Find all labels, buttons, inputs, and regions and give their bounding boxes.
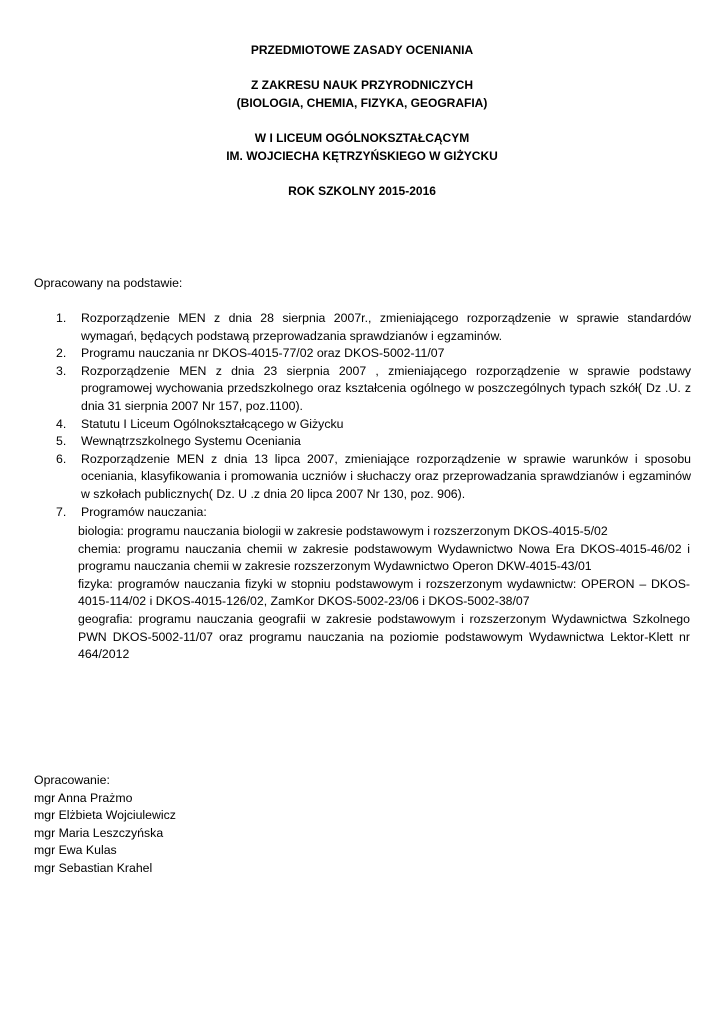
list-item-number: 7. bbox=[56, 504, 67, 519]
program-biologia: biologia: programu nauczania biologii w zakresie podstawowym i rozszerzonym DKOS-4015-5/02 bbox=[78, 524, 608, 538]
list-item-number: 5. bbox=[56, 434, 67, 449]
basis-label: Opracowany na podstawie: bbox=[34, 276, 183, 290]
list-item-text: Programów nauczania: bbox=[81, 504, 207, 519]
list-item-text: Wewnątrzszkolnego Systemu Oceniania bbox=[81, 434, 301, 449]
list-item bbox=[34, 310, 691, 345]
list-item-number: 4. bbox=[56, 416, 67, 431]
program-geografia: geografia: programu nauczania geografii w zakresie podstawowym i rozszerzonym Wydawnictwa Szkolnego PWN DKOS-5002-11/07 oraz programu nauczania na poziomie podstawowym Wydawnictwa Lektor-Klett nr 464/2012 bbox=[78, 611, 690, 662]
author-name: mgr Maria Leszczyńska bbox=[34, 825, 164, 840]
program-chemia: chemia: programu nauczania chemii w zakresie podstawowym Wydawnictwo Nowa Era DKOS-4015-46/02 i programu nauczania chemii w zakresie rozszerzonym Wydawnictwo Operon DKW-4015-43/01 bbox=[78, 541, 690, 574]
header-school-patron: IM. WOJCIECHA KĘTRZYŃSKIEGO W GIŻYCKU bbox=[226, 148, 498, 163]
programs-section bbox=[78, 523, 690, 664]
header-subject-area: Z ZAKRESU NAUK PRZYRODNICZYCH bbox=[251, 78, 473, 93]
list-item-number: 6. bbox=[56, 451, 67, 466]
list-item bbox=[34, 345, 691, 363]
authors-section bbox=[34, 772, 176, 878]
list-item-text: Rozporządzenie MEN z dnia 23 sierpnia 2007 , zmieniającego rozporządzenie w sprawie podstawy programowej wychowania przedszkolnego oraz kształcenia ogólnego w poszczególnych typach szkół( Dz .U. z dnia 31 sierpnia 2007 Nr 157, poz.1100). bbox=[81, 363, 691, 413]
list-item-number: 2. bbox=[56, 346, 67, 361]
author-name: mgr Sebastian Krahel bbox=[34, 860, 153, 875]
list-item bbox=[34, 433, 691, 451]
list-item-text: Programu nauczania nr DKOS-4015-77/02 oraz DKOS-5002-11/07 bbox=[81, 346, 445, 361]
header-subjects: (BIOLOGIA, CHEMIA, FIZYKA, GEOGRAFIA) bbox=[236, 95, 488, 110]
list-item-number: 1. bbox=[56, 311, 67, 325]
program-fizyka: fizyka: programów nauczania fizyki w stopniu podstawowym i rozszerzonym wydawnictw: OPERON – DKOS-4015-114/02 i DKOS-4015-126/02, ZamKor DKOS-5002-23/06 i DKOS-5002-38/07 bbox=[78, 576, 690, 609]
list-item-number: 3. bbox=[56, 363, 67, 378]
authors-label: Opracowanie: bbox=[34, 773, 110, 787]
author-name: mgr Ewa Kulas bbox=[34, 843, 117, 858]
list-item bbox=[34, 504, 691, 522]
basis-list bbox=[34, 310, 691, 521]
list-item-text: Statutu I Liceum Ogólnokształcącego w Giżycku bbox=[81, 416, 344, 431]
header-title: PRZEDMIOTOWE ZASADY OCENIANIA bbox=[250, 43, 474, 57]
author-name: mgr Elżbieta Wojciulewicz bbox=[34, 808, 176, 823]
list-item bbox=[34, 451, 691, 504]
list-item bbox=[34, 363, 691, 416]
list-item bbox=[34, 416, 691, 434]
header-school-year: ROK SZKOLNY 2015-2016 bbox=[288, 183, 436, 198]
header-school: W I LICEUM OGÓLNOKSZTAŁCĄCYM bbox=[254, 130, 470, 145]
document-header bbox=[0, 42, 724, 200]
list-item-text: Rozporządzenie MEN z dnia 13 lipca 2007, zmieniające rozporządzenie w sprawie warunków i sposobu oceniania, klasyfikowania i promowania uczniów i słuchaczy oraz przeprowadzania sprawdzianów i egzaminów w szkołach publicznych( Dz. U .z dnia 20 lipca 2007 Nr 130, poz. 906). bbox=[81, 451, 691, 501]
author-name: mgr Anna Prażmo bbox=[34, 790, 133, 805]
list-item-text: Rozporządzenie MEN z dnia 28 sierpnia 2007r., zmieniającego rozporządzenie w sprawie standardów wymagań, będących podstawą przeprowadzania sprawdzianów i egzaminów. bbox=[81, 311, 691, 343]
